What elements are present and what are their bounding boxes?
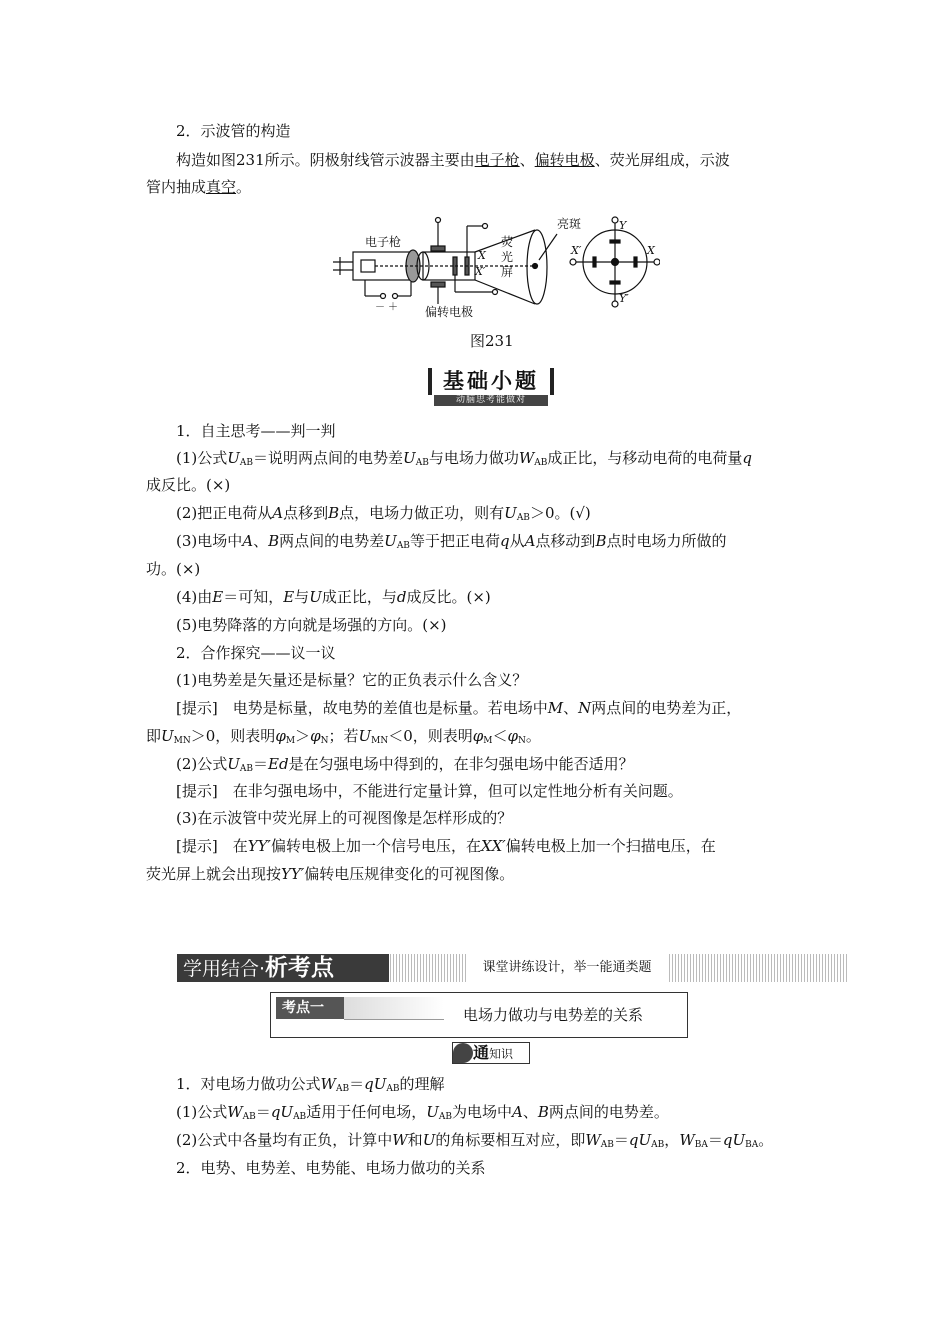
paragraph: (1)公式$W_{AB}=qU_{AB}$适用于任何电场，$U_{AB}$为电场中A、B两点间的电势差。 (176, 1103, 669, 1122)
oscilloscope-tube-diagram (325, 212, 660, 322)
question-item: 成反比。(×) (146, 476, 231, 494)
hint: 荧光屏上就会出现按YY′偏转电压规律变化的可视图像。 (146, 865, 515, 883)
label-minus: － (375, 302, 385, 313)
question-item: (2)把正电荷从A点移到B点，电场力做正功，则有$U_{AB}>0$。(√) (176, 504, 591, 523)
kaodian-tag-line (344, 997, 444, 1020)
section-heading: 2．示波管的构造 (176, 122, 291, 140)
question-heading: 1．自主思考——判一判 (176, 422, 336, 440)
question-item: (3)在示波管中荧光屏上的可视图像是怎样形成的？ (176, 809, 513, 827)
badge-heart-icon (453, 1043, 473, 1063)
section-heading: 2．电势、电势差、电势能、电场力做功的关系 (176, 1159, 486, 1177)
paragraph: (2)公式中各量均有正负，计算中W和U的角标要相互对应，即$W_{AB}=qU_{AB}$，$W_{BA}=qU_{BA}$。 (176, 1131, 774, 1150)
badge-text: 通知识 (473, 1043, 514, 1062)
label-screen-1: 荧 (501, 235, 514, 249)
question-item: 功。(×) (146, 560, 201, 578)
question-item: (1)公式$U_{AB}=$说明两点间的电势差$U_{AB}$与电场力做功$W_{AB}$成正比，与移动电荷的电荷量q (176, 449, 753, 468)
banner-subtitle: 动脑思考能做对 (434, 395, 548, 406)
label-spot: 亮斑 (557, 217, 582, 231)
label-screen-2: 光 (501, 250, 514, 264)
question-heading: 2．合作探究——议一议 (176, 644, 336, 662)
label-x-plate: X (478, 249, 486, 262)
paragraph: 构造如图231所示。阴极射线管示波器主要由电子枪、偏转电极、荧光屏组成，示波 (176, 151, 730, 169)
label-x-screen: X (647, 244, 655, 257)
paragraph: 管内抽成真空。 (146, 178, 252, 196)
question-item: (2)公式$U_{AB}=Ed$是在匀强电场中得到的，在非匀强电场中能否适用？ (176, 755, 634, 774)
banner-title: 基础小题 (428, 368, 554, 395)
question-item: (4)由E＝可知，E与U成正比，与d成反比。(×) (176, 588, 491, 606)
banner-right: 课堂讲练设计，举一能通类题 (467, 954, 667, 982)
tongzhishi-badge (452, 1042, 530, 1064)
banner-left: 学用结合·析考点 (177, 954, 389, 982)
hint: [提示] 电势是标量，故电势的差值也是标量。若电场中M、N两点间的电势差为正， (176, 699, 742, 717)
kaodian-banner (177, 954, 849, 982)
figure-caption: 图231 (470, 332, 514, 350)
kaodian-tag: 考点一 (276, 997, 344, 1019)
hint: [提示] 在YY′偏转电极上加一个信号电压，在XX′偏转电极上加一个扫描电压，在 (176, 837, 716, 855)
question-item: (1)电势差是矢量还是标量？它的正负表示什么含义？ (176, 671, 528, 689)
label-xp-screen: X′ (571, 244, 582, 257)
label-plus: ＋ (388, 302, 398, 313)
label-gun: 电子枪 (365, 235, 402, 249)
kaodian-title: 电场力做功与电势差的关系 (463, 1006, 644, 1024)
label-yp-screen: Y′ (619, 292, 629, 305)
question-item: (5)电势降落的方向就是场强的方向。(×) (176, 616, 447, 634)
hint: [提示] 在非匀强电场中，不能进行定量计算，但可以定性地分析有关问题。 (176, 782, 683, 800)
label-plates: 偏转电极 (425, 305, 474, 319)
label-y-screen: Y (619, 219, 627, 232)
basic-questions-banner (428, 368, 554, 406)
label-xp-plate: X′ (475, 265, 486, 278)
label-screen-3: 屏 (501, 265, 514, 279)
kaodian-box (270, 992, 688, 1038)
section-heading: 1．对电场力做功公式$W_{AB}=qU_{AB}$的理解 (176, 1075, 445, 1094)
hint: 即$U_{MN}>0$，则表明$\varphi_M>\varphi_N$；若$U_{MN}<0$，则表明$\varphi_M<\varphi_N$。 (146, 727, 541, 746)
question-item: (3)电场中A、B两点间的电势差$U_{AB}$等于把正电荷q从A点移动到B点时电场力所做的 (176, 532, 727, 551)
